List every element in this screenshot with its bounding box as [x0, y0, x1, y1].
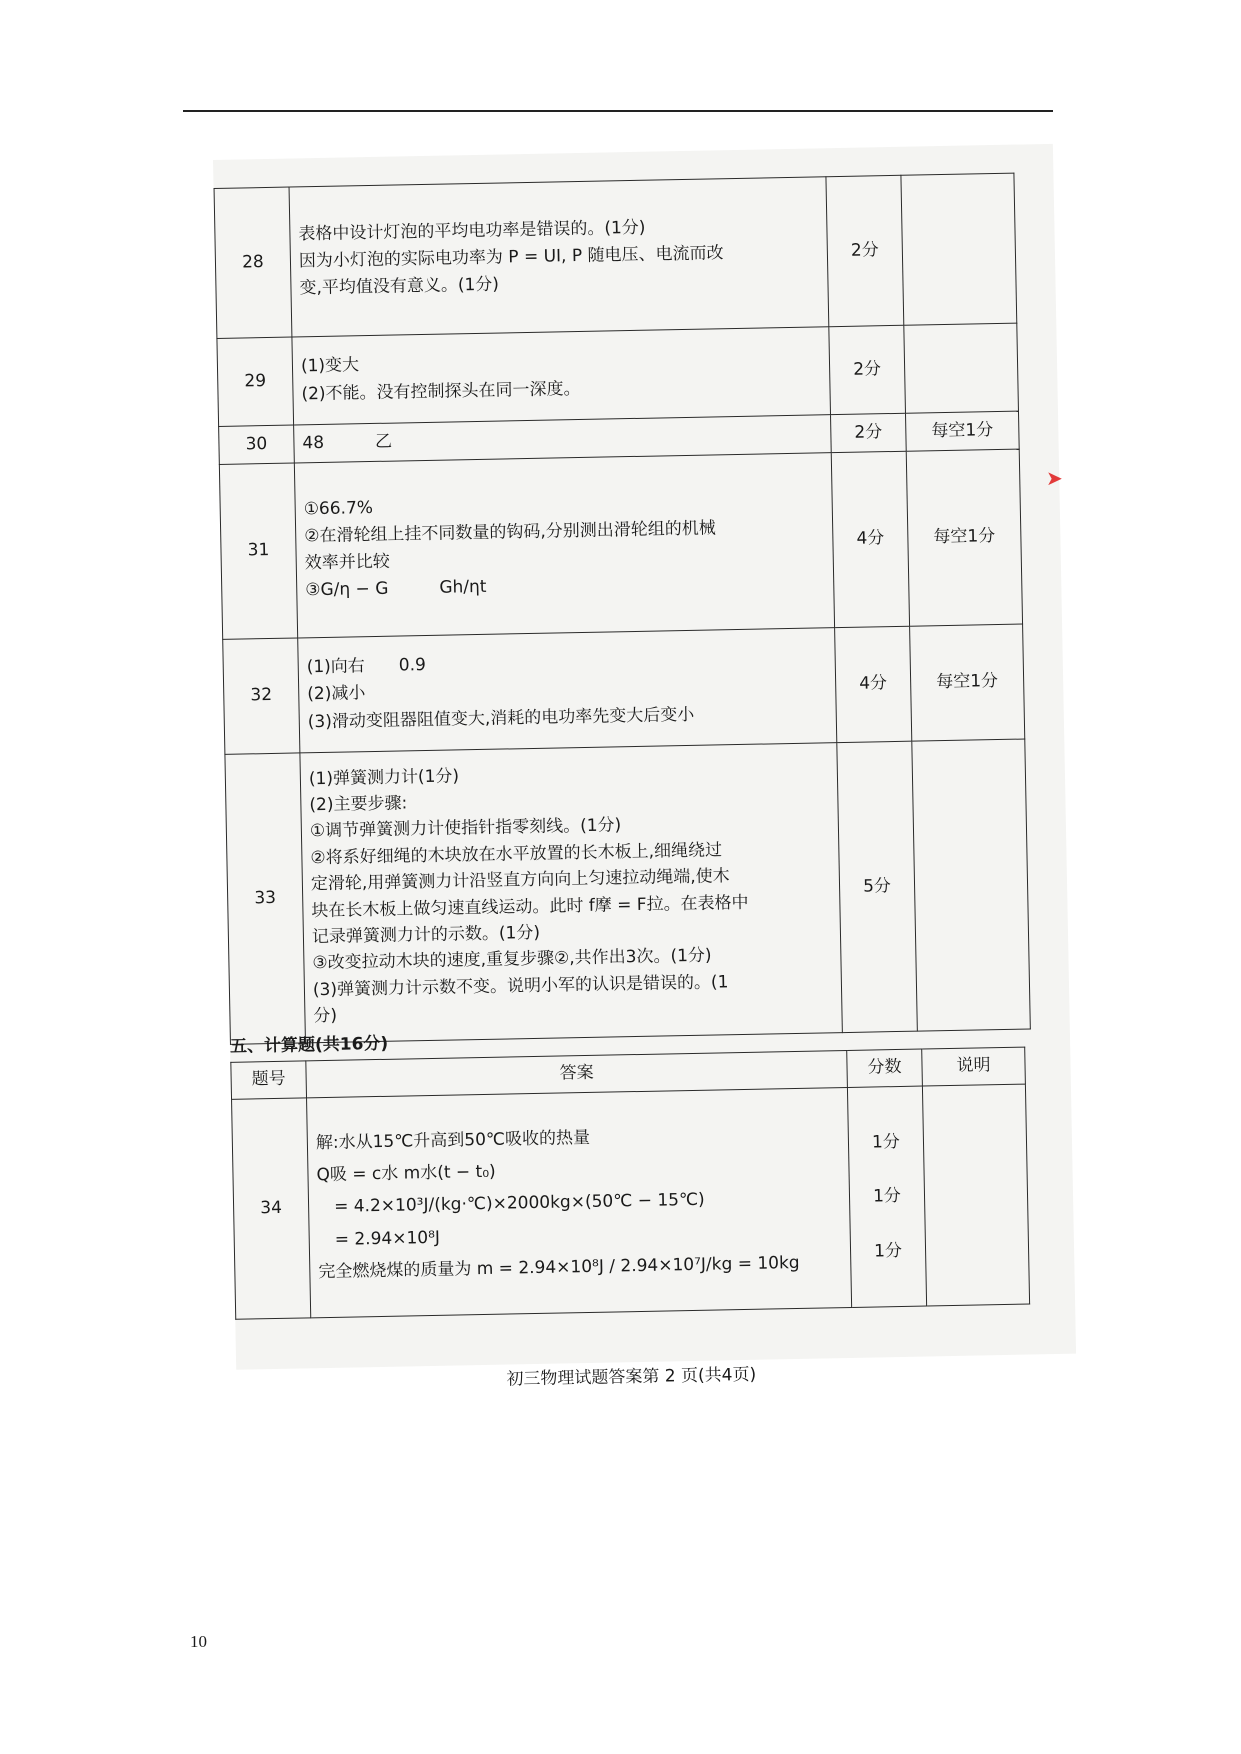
page-caption: 初三物理试题答案第 2 页(共4页) [506, 1364, 757, 1390]
table-row [225, 739, 1030, 1044]
score-cell: 5分 [837, 741, 918, 1032]
page-number: 10 [190, 1632, 207, 1651]
scanned-answer-sheet [213, 144, 1076, 1390]
answer-cell: 48 乙 [294, 415, 832, 463]
question-number: 33 [225, 753, 306, 1044]
answer-cell: 解:水从15℃升高到50℃吸收的热量 Q吸 = c水 m水(t − t₀) = 4.2×10³J/(kg·℃)×2000kg×(50℃ − 15℃) = 2.94×10⁸J 完全燃烧煤的质量为 m = 2.94×10⁸J / 2.94×10⁷J/kg = 10kg [307, 1087, 852, 1317]
score-cell: 2分 [826, 175, 904, 326]
header-num: 题号 [231, 1061, 307, 1099]
note-cell [901, 173, 1017, 325]
note-cell: 每空1分 [910, 624, 1025, 741]
red-mark-icon: ➤ [1046, 466, 1063, 490]
header-score: 分数 [847, 1049, 923, 1087]
answer-cell: (1)向右 0.9 (2)减小 (3)滑动变阻器阻值变大,消耗的电功率先变大后变小 [298, 628, 837, 753]
table-row [217, 323, 1019, 426]
table-row [214, 173, 1017, 338]
note-cell [912, 739, 1031, 1031]
section-title: 五、计算题(共16分) [229, 1033, 389, 1057]
question-number: 31 [219, 463, 297, 639]
answer-table-calculation [230, 1047, 1030, 1320]
question-number: 28 [214, 187, 292, 338]
header-note: 说明 [922, 1047, 1026, 1086]
answer-cell: (1)变大 (2)不能。没有控制探头在同一深度。 [292, 327, 831, 425]
header-answer: 答案 [306, 1050, 848, 1097]
table-row [219, 449, 1022, 639]
answer-cell: 表格中设计灯泡的平均电功率是错误的。(1分) 因为小灯泡的实际电功率为 P = UI, P 随电压、电流而改 变,平均值没有意义。(1分) [289, 177, 829, 337]
header-rule [183, 110, 1053, 112]
note-cell [922, 1084, 1029, 1306]
score-cell: 1分 1分 1分 [847, 1086, 926, 1307]
question-number: 30 [219, 425, 295, 464]
note-cell: 每空1分 [905, 411, 1019, 451]
score-cell: 2分 [829, 325, 906, 414]
table-row [223, 624, 1025, 754]
score-cell: 2分 [831, 413, 907, 452]
note-cell [904, 323, 1019, 413]
question-number: 34 [232, 1098, 311, 1319]
answer-cell: (1)弹簧测力计(1分) (2)主要步骤: ①调节弹簧测力计使指针指零刻线。(1分) ②将系好细绳的木块放在水平放置的长木板上,细绳绕过 定滑轮,用弹簧测力计沿竖直方向向上匀速拉动绳端,使木 块在长木板上做匀速直线运动。此时 f摩 = F拉。在表格中 记录弹簧测力计的示数。(1分) ③改变拉动木块的速度,重复步骤②,共作出3次。(1分) (3)弹簧测力计示数不变。说明小军的认识是错误的。(1 分) [300, 743, 842, 1043]
question-number: 32 [223, 638, 300, 754]
score-cell: 4分 [835, 626, 912, 742]
question-number: 29 [217, 337, 294, 426]
answer-table-experiments [214, 173, 1031, 1045]
note-cell: 每空1分 [906, 449, 1022, 626]
table-row [232, 1084, 1030, 1319]
answer-cell: ①66.7% ②在滑轮组上挂不同数量的钩码,分别测出滑轮组的机械 效率并比较 ③G/η − G Gh/ηt [294, 453, 834, 638]
score-cell: 4分 [831, 451, 909, 627]
